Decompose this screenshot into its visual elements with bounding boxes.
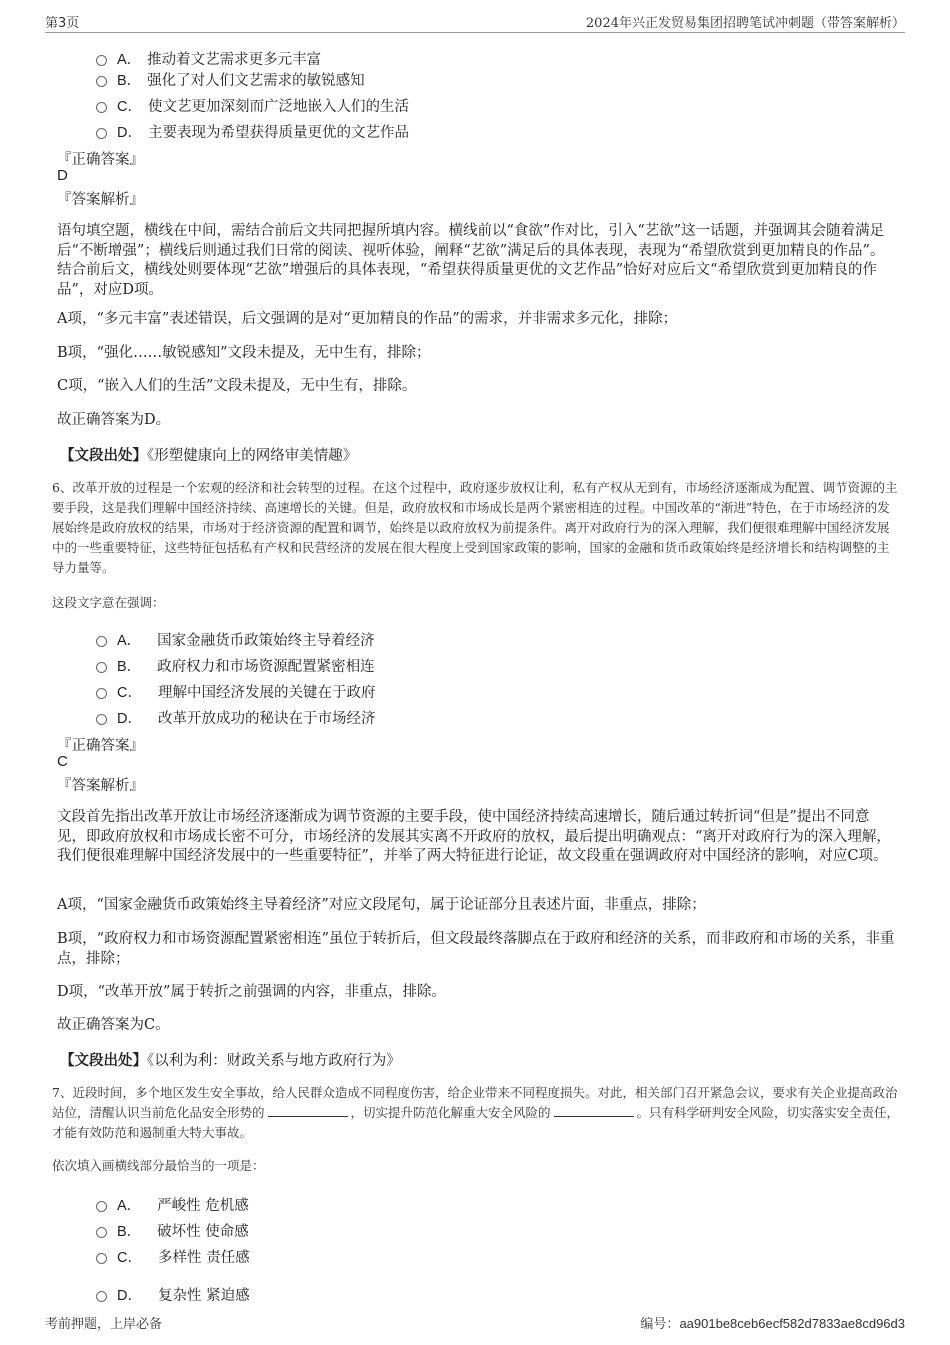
q5-source [60,444,357,465]
option-letter: D． [117,711,142,727]
document-title: 2024年兴正发贸易集团招聘笔试冲刺题（带答案解析） [585,16,905,31]
option-text: 政府权力和市场资源配置紧密相连 [157,659,375,675]
radio-icon[interactable] [96,1227,107,1238]
q6-option-a[interactable] [96,629,375,650]
radio-icon[interactable] [96,55,107,66]
q7-option-c[interactable] [96,1246,250,1267]
q7-stem-part3: 。只有科学研判安全风险，切实落实安全责任，才能有效防范和遏制重大特大事故。 [52,1105,900,1140]
q5-answer-label: 『正确答案』 [57,152,144,168]
q6-stem: 6、改革开放的过程是一个宏观的经济和社会转型的过程。在这个过程中，政府逐步放权让利，私有产权从无到有，市场经济逐渐成为配置、调节资源的主要手段，这是我们理解中国经济持续、高速增长的关键。但是，政府放权和市场成长是两个紧密相连的过程。中国改革的“渐进”特色，在于市场经济的发展始终是政府放权的结果，市场对于经济资源的配置和调节，始终是以政府放权为前提条件。离开对政府行为的深入理解，我们便很难理解中国经济发展中的一些重要特征，这些特征包括私有产权和民营经济的发展在很大程度上受到国家政策的影响，国家的金融和货币政策始终是经济增长和结构调整的主导力量等。 [52,480,898,575]
option-letter: B． [117,1224,142,1240]
radio-icon[interactable] [96,1253,107,1264]
code-value: aa901be8ceb6ecf582d7833ae8cd96d3 [679,1316,905,1331]
radio-icon[interactable] [96,102,107,113]
fill-blank-1[interactable] [268,1104,348,1117]
q6-answer: C [57,753,68,770]
option-text: 主要表现为希望获得质量更优的文艺作品 [147,125,409,141]
radio-icon[interactable] [96,76,107,87]
option-letter: A． [117,1198,142,1214]
radio-icon[interactable] [96,714,107,725]
option-letter: D． [117,1288,142,1304]
q5-option-d[interactable] [96,121,409,142]
option-letter: C． [117,1250,142,1266]
footer-slogan: 考前押题，上岸必备 [45,1317,163,1332]
option-text: 多样性 责任感 [157,1250,250,1266]
option-text: 改革开放成功的秘诀在于市场经济 [157,711,376,727]
page-footer [45,1313,905,1333]
option-letter: B． [117,659,142,675]
q5-analysis-main: 语句填空题，横线在中间，需结合前后文共同把握所填内容。横线前以“食欲”作对比，引入“艺欲”这一话题，并强调其会随着满足后“不断增强”；横线后则通过我们日常的阅读、视听体验，阐释“艺欲”满足后的具体表现，表现为“希望欣赏到更加精良的作品”。结合前后文，横线处则要体现“艺欲”增强后的具体表现，“希望获得质量更优的文艺作品”恰好对应后文“希望欣赏到更加精良的作品”，对应D项。 [57,223,885,298]
q7-option-a[interactable] [96,1194,249,1215]
option-text: 强化了对人们文艺需求的敏锐感知 [147,73,365,89]
q6-source [60,1049,401,1070]
option-text: 推动着文艺需求更多元丰富 [147,52,322,68]
source-title: 《形塑健康向上的网络审美情趣》 [147,448,358,464]
page-header [45,12,905,33]
q5-option-b[interactable] [96,69,365,90]
option-letter: C． [117,685,142,701]
footer-code [640,1313,905,1333]
radio-icon[interactable] [96,662,107,673]
q6-option-b[interactable] [96,655,375,676]
option-text: 复杂性 紧迫感 [157,1288,250,1304]
option-text: 严峻性 危机感 [157,1198,249,1214]
q5-analysis-label: 『答案解析』 [57,192,144,208]
option-letter: D． [117,125,142,141]
option-text: 国家金融货币政策始终主导着经济 [157,633,375,649]
q6-analysis-main: 文段首先指出改革开放让市场经济逐渐成为调节资源的主要手段，使中国经济持续高速增长，随后通过转折词“但是”提出不同意见，即政府放权和市场成长密不可分，市场经济的发展其实离不开政府的放权，最后提出明确观点：“离开对政府行为的深入理解，我们便很难理解中国经济发展中的一些重要特征”，并举了两大特征进行论证，故文段重在强调政府对中国经济的影响，对应C项。 [57,809,891,864]
q5-option-c[interactable] [96,95,409,116]
option-text: 使文艺更加深刻而广泛地嵌入人们的生活 [147,99,409,115]
q6-option-d[interactable] [96,707,375,728]
q7-stem [52,1083,900,1143]
option-letter: A． [117,633,142,649]
page-number: 第3页 [45,16,80,31]
q6-question: 这段文字意在强调： [52,595,165,610]
option-text: 理解中国经济发展的关键在于政府 [157,685,376,701]
option-letter: B． [117,73,142,89]
q7-option-b[interactable] [96,1220,249,1241]
q7-stem-part1: 7、近段时间，多个地区发生安全事故，给人民群众造成不同程度伤害，给企业带来不同程度损失。对此，相关部门召开紧急会议，要求有关企业提高政治站位，清醒认识当前危化品安全形势的 [52,1085,898,1120]
q6-analysis-label: 『答案解析』 [57,778,144,794]
radio-icon[interactable] [96,636,107,647]
q7-option-d[interactable] [96,1284,250,1305]
q6-option-c[interactable] [96,681,375,702]
q6-analysis-d: D项，“改革开放”属于转折之前强调的内容，非重点，排除。 [57,984,446,1000]
radio-icon[interactable] [96,1201,107,1212]
q5-analysis-b: B项，“强化……敏锐感知”文段未提及，无中生有，排除； [57,345,431,361]
q5-analysis-a: A项，“多元丰富”表述错误，后文强调的是对“更加精良的作品”的需求，并非需求多元化，排除； [57,311,678,327]
source-prefix: 【文段出处】 [60,447,147,464]
q7-stem-part2: ，切实提升防范化解重大安全风险的 [350,1105,551,1120]
radio-icon[interactable] [96,1291,107,1302]
q6-answer-label: 『正确答案』 [57,738,144,754]
source-title: 《以利为利：财政关系与地方政府行为》 [147,1053,401,1069]
code-label: 编号： [640,1317,680,1332]
fill-blank-2[interactable] [554,1104,634,1117]
option-letter: C． [117,99,142,115]
radio-icon[interactable] [96,688,107,699]
q5-analysis-conclusion: 故正确答案为D。 [57,412,171,428]
q6-analysis-a: A项，“国家金融货币政策始终主导着经济”对应文段尾句，属于论证部分且表述片面，非重点，排除； [57,897,706,913]
source-prefix: 【文段出处】 [60,1052,147,1069]
radio-icon[interactable] [96,128,107,139]
q6-analysis-conclusion: 故正确答案为C。 [57,1017,170,1033]
option-letter: A． [117,52,142,68]
q6-analysis-b: B项，“政府权力和市场资源配置紧密相连”虽位于转折后，但文段最终落脚点在于政府和经济的关系，而非政府和市场的关系，非重点，排除； [57,931,895,967]
option-text: 破坏性 使命感 [157,1224,249,1240]
q5-answer: D [57,167,68,184]
q7-question: 依次填入画横线部分最恰当的一项是： [52,1158,265,1173]
q5-option-a[interactable] [96,48,321,69]
q5-analysis-c: C项，“嵌入人们的生活”文段未提及，无中生有，排除。 [57,378,417,394]
